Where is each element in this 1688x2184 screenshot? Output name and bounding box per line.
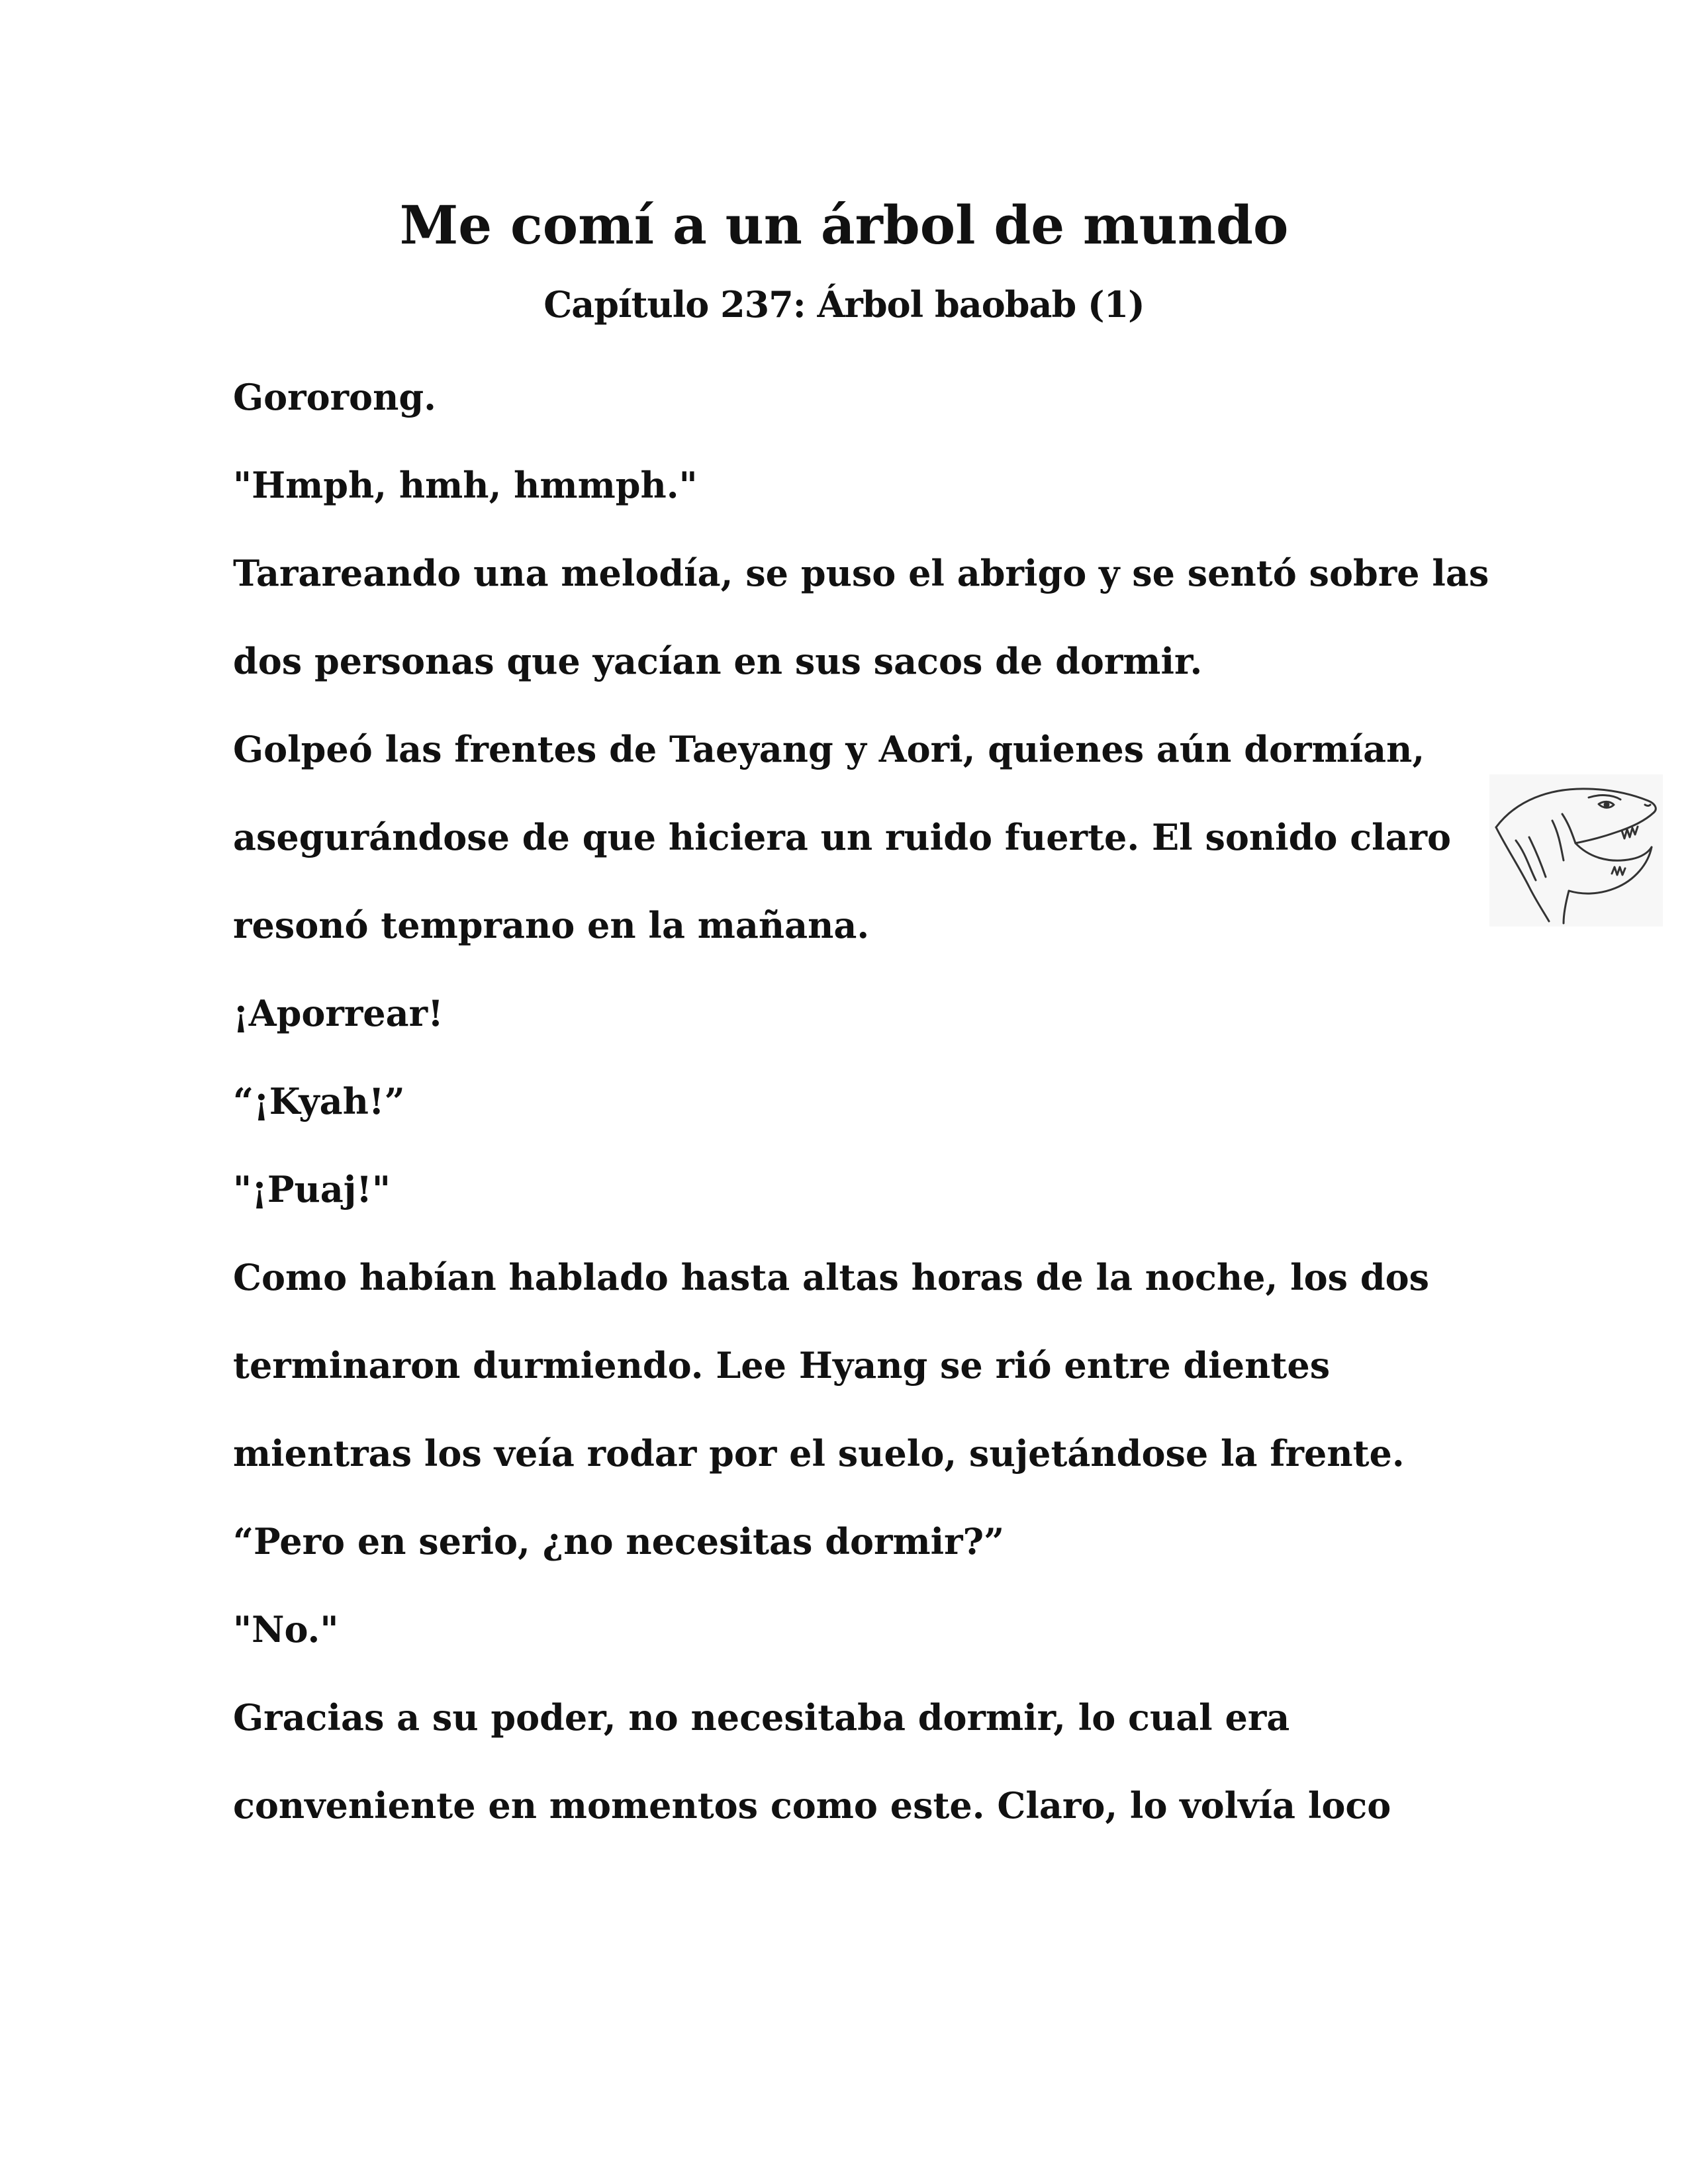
body-line: resonó temprano en la mañana. [233, 904, 870, 946]
body-line: Gororong. [233, 376, 436, 418]
body-line: asegurándose de que hiciera un ruido fuerte. El sonido claro [233, 816, 1452, 858]
body-line: ¡Aporrear! [233, 992, 444, 1034]
body-line: dos personas que yacían en sus sacos de dormir. [233, 640, 1203, 682]
body-line: Como habían hablado hasta altas horas de la noche, los dos [233, 1256, 1430, 1298]
body-line: terminaron durmiendo. Lee Hyang se rió entre dientes [233, 1344, 1331, 1387]
body-line: Tarareando una melodía, se puso el abrigo y se sentó sobre las [233, 552, 1489, 594]
document-body [233, 365, 1489, 1862]
body-line: Gracias a su poder, no necesitaba dormir, lo cual era [233, 1696, 1290, 1739]
dinosaur-head-icon [1489, 774, 1663, 927]
body-line: "¡Puaj!" [233, 1168, 391, 1210]
body-line: “¡Kyah!” [233, 1080, 405, 1122]
body-line: “Pero en serio, ¿no necesitas dormir?” [233, 1520, 1005, 1563]
body-line: conveniente en momentos como este. Claro, lo volvía loco [233, 1784, 1391, 1827]
body-line: Golpeó las frentes de Taeyang y Aori, quienes aún dormían, [233, 728, 1425, 770]
body-line: "Hmph, hmh, hmmph." [233, 464, 698, 506]
document-title: Me comí a un árbol de mundo [399, 194, 1289, 256]
body-line: mientras los veía rodar por el suelo, sujetándose la frente. [233, 1432, 1405, 1475]
body-line: "No." [233, 1608, 339, 1651]
chapter-subtitle: Capítulo 237: Árbol baobab (1) [543, 283, 1145, 326]
